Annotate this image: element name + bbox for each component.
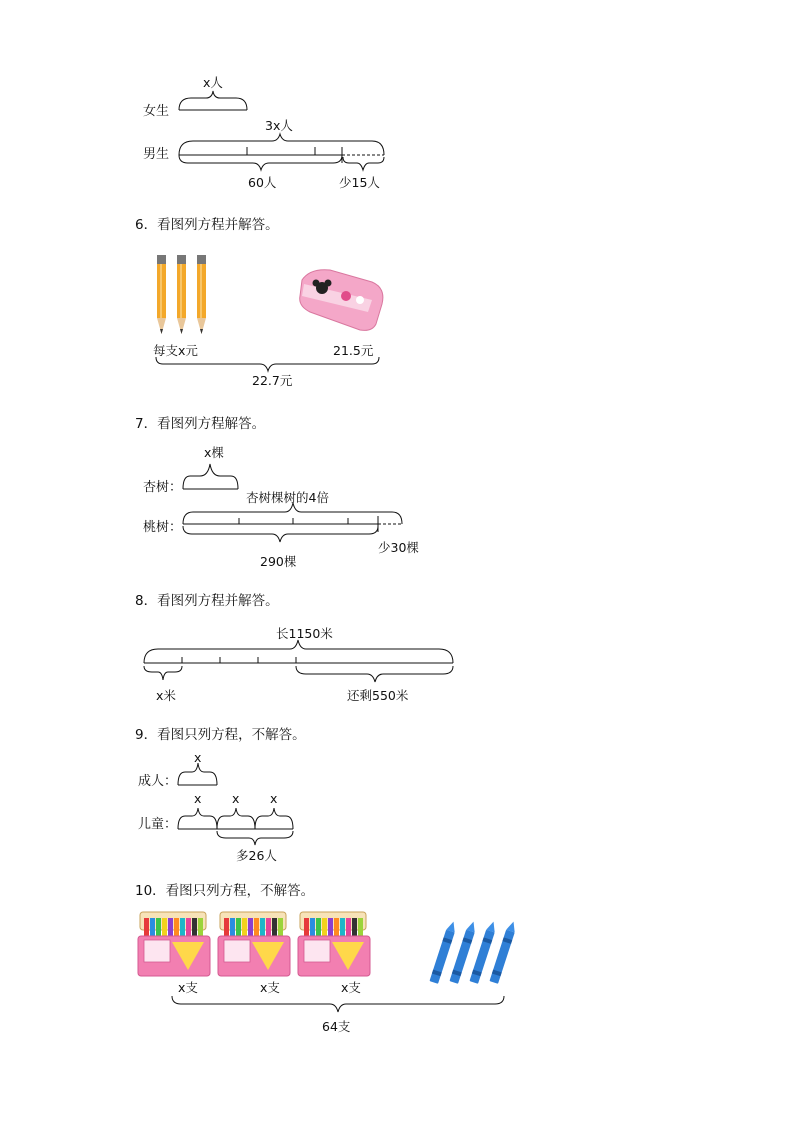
- q9-child-top-label: x: [232, 791, 240, 806]
- q8-title: 8．看图列方程并解答。: [135, 593, 279, 609]
- q9-title: 9．看图只列方程，不解答。: [135, 727, 306, 743]
- q7-bottom-left-label: 290棵: [260, 554, 297, 569]
- q9-child-top-label: x: [270, 791, 278, 806]
- q8-bottom-right-label: 还剩550米: [347, 688, 409, 703]
- q6-case-label: 21.5元: [333, 343, 374, 358]
- q8-bottom-left-label: x米: [156, 688, 176, 703]
- q10-box-label: x支: [178, 980, 198, 995]
- q7-apricot-label: 杏树：: [143, 480, 183, 495]
- q8-top-label: 长1150米: [276, 626, 333, 641]
- d5-boys-label: 男生: [143, 147, 170, 162]
- q10-box-label: x支: [341, 980, 361, 995]
- q7-apricot-top-label: x棵: [204, 445, 224, 460]
- q7-title: 7．看图列方程解答。: [135, 416, 266, 432]
- d5-bottom-right-label: 少15人: [339, 175, 380, 190]
- q10-title: 10．看图只列方程，不解答。: [135, 883, 315, 899]
- q6-title: 6．看图列方程并解答。: [135, 217, 279, 233]
- q9-child-label: 儿童：: [138, 817, 178, 832]
- q7-bottom-right-label: 少30棵: [378, 540, 419, 555]
- q6-pencil-label: 每支x元: [153, 343, 198, 358]
- q6-total-label: 22.7元: [252, 373, 293, 388]
- q9-bottom-label: 多26人: [236, 848, 277, 863]
- q10-box-label: x支: [260, 980, 280, 995]
- q9-child-top-label: x: [194, 791, 202, 806]
- d5-top-label: x人: [203, 75, 223, 90]
- q9-adult-top-label: x: [194, 750, 202, 765]
- d5-girls-label: 女生: [143, 104, 170, 119]
- q7-peach-top-label: 杏树棵树的4倍: [246, 490, 329, 505]
- d5-bottom-left-label: 60人: [248, 175, 277, 190]
- q9-adult-label: 成人：: [138, 774, 178, 789]
- d5-boys-top-label: 3x人: [265, 118, 293, 133]
- q7-peach-label: 桃树：: [143, 520, 183, 535]
- q10-total-label: 64支: [322, 1019, 351, 1034]
